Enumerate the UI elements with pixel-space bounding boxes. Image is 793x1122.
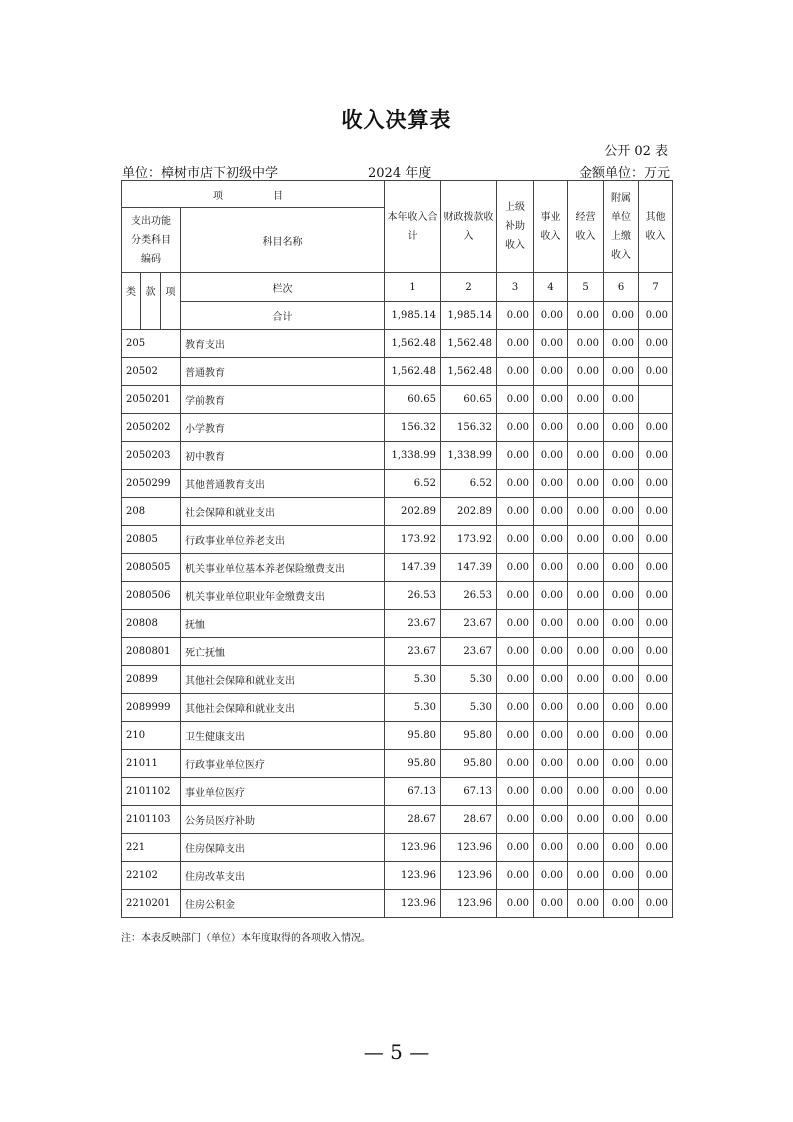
header-code-group: 支出功能分类科目编码 [122,208,181,273]
row-value: 0.00 [604,638,639,666]
row-value: 0.00 [639,722,673,750]
row-value: 0.00 [604,498,639,526]
row-code: 2101103 [122,806,181,834]
row-value: 0.00 [497,414,534,442]
row-code: 2050202 [122,414,181,442]
row-value: 173.92 [385,526,441,554]
row-value: 0.00 [639,610,673,638]
row-value: 0.00 [568,806,604,834]
col-header-7: 其他收入 [639,181,673,273]
row-value: 0.00 [534,862,568,890]
row-value: 95.80 [441,722,497,750]
row-value: 0.00 [604,750,639,778]
row-value: 0.00 [639,330,673,358]
row-value: 202.89 [385,498,441,526]
row-value: 6.52 [385,470,441,498]
row-subject-name: 教育支出 [181,330,385,358]
row-code: 2080505 [122,554,181,582]
total-value: 0.00 [568,302,604,330]
row-value: 0.00 [604,386,639,414]
row-value: 123.96 [441,862,497,890]
row-value: 123.96 [385,834,441,862]
row-value: 0.00 [568,358,604,386]
table-row [122,330,673,358]
row-value: 26.53 [441,582,497,610]
row-value: 0.00 [604,442,639,470]
row-value: 0.00 [568,638,604,666]
col-index-1: 1 [385,273,441,302]
row-subject-name: 行政事业单位医疗 [181,750,385,778]
total-value: 1,985.14 [385,302,441,330]
row-value: 23.67 [385,638,441,666]
row-code: 2050299 [122,470,181,498]
row-value [639,386,673,414]
row-value: 1,562.48 [385,330,441,358]
header-lanci: 栏次 [181,273,385,302]
total-value: 0.00 [639,302,673,330]
row-value: 95.80 [385,722,441,750]
row-value: 23.67 [385,610,441,638]
row-value: 0.00 [497,778,534,806]
row-value: 123.96 [441,890,497,918]
row-value: 0.00 [534,638,568,666]
col-index-5: 5 [568,273,604,302]
row-subject-name: 普通教育 [181,358,385,386]
row-value: 0.00 [497,610,534,638]
row-value: 0.00 [639,750,673,778]
row-value: 0.00 [639,358,673,386]
total-value: 0.00 [534,302,568,330]
row-value: 0.00 [497,442,534,470]
table-row [122,386,673,414]
row-value: 0.00 [568,386,604,414]
col-header-6: 附属单位上缴收入 [604,181,639,273]
col-index-3: 3 [497,273,534,302]
row-value: 202.89 [441,498,497,526]
row-value: 0.00 [534,358,568,386]
row-value: 0.00 [604,806,639,834]
row-value: 0.00 [604,526,639,554]
row-value: 0.00 [604,694,639,722]
row-code: 2050203 [122,442,181,470]
row-value: 0.00 [568,498,604,526]
row-value: 0.00 [534,330,568,358]
row-value: 123.96 [441,834,497,862]
table-row [122,554,673,582]
row-value: 0.00 [497,862,534,890]
row-code: 208 [122,498,181,526]
row-value: 0.00 [497,526,534,554]
col-header-2: 财政拨款收入 [441,181,497,273]
row-code: 210 [122,722,181,750]
table-row [122,834,673,862]
row-value: 0.00 [534,806,568,834]
row-value: 0.00 [568,470,604,498]
table-row [122,498,673,526]
row-value: 1,562.48 [441,330,497,358]
header-row-lanci [122,273,673,302]
row-value: 0.00 [497,722,534,750]
row-value: 95.80 [385,750,441,778]
row-value: 0.00 [639,638,673,666]
table-row [122,694,673,722]
table-row [122,778,673,806]
row-value: 0.00 [534,498,568,526]
col-index-2: 2 [441,273,497,302]
col-header-4: 事业收入 [534,181,568,273]
col-header-1: 本年收入合计 [385,181,441,273]
row-code: 2210201 [122,890,181,918]
row-value: 0.00 [568,554,604,582]
row-value: 0.00 [639,834,673,862]
row-value: 0.00 [534,750,568,778]
table-row [122,862,673,890]
row-value: 0.00 [639,526,673,554]
row-value: 0.00 [534,442,568,470]
row-value: 28.67 [385,806,441,834]
row-value: 0.00 [604,862,639,890]
row-value: 5.30 [385,694,441,722]
table-row [122,722,673,750]
row-value: 0.00 [604,778,639,806]
row-value: 0.00 [534,526,568,554]
row-value: 0.00 [497,358,534,386]
row-value: 0.00 [568,414,604,442]
row-value: 173.92 [441,526,497,554]
table-row [122,442,673,470]
year-label: 2024 年度 [368,166,432,181]
row-value: 0.00 [534,694,568,722]
row-code: 21011 [122,750,181,778]
row-value: 67.13 [441,778,497,806]
table-row [122,470,673,498]
row-value: 0.00 [534,778,568,806]
row-value: 0.00 [568,778,604,806]
row-subject-name: 住房改革支出 [181,862,385,890]
row-value: 1,338.99 [441,442,497,470]
col-header-5: 经营收入 [568,181,604,273]
row-subject-name: 事业单位医疗 [181,778,385,806]
total-label: 合计 [181,302,385,330]
row-value: 0.00 [497,498,534,526]
row-subject-name: 初中教育 [181,442,385,470]
header-item: 项 目 [122,181,385,208]
table-row [122,750,673,778]
row-code: 20899 [122,666,181,694]
row-value: 0.00 [639,498,673,526]
row-code: 2080801 [122,638,181,666]
table-row [122,806,673,834]
row-value: 0.00 [604,610,639,638]
row-value: 156.32 [441,414,497,442]
report-title: 收入决算表 [341,108,452,132]
row-value: 23.67 [441,638,497,666]
row-value: 0.00 [534,414,568,442]
row-value: 0.00 [534,470,568,498]
row-value: 0.00 [497,386,534,414]
row-value: 0.00 [568,330,604,358]
row-value: 0.00 [497,666,534,694]
table-note: 注：本表反映部门（单位）本年度取得的各项收入情况。 [121,933,371,944]
row-value: 0.00 [604,890,639,918]
row-value: 0.00 [639,442,673,470]
row-value: 0.00 [568,610,604,638]
income-table [121,180,673,918]
row-value: 0.00 [604,666,639,694]
row-value: 0.00 [639,694,673,722]
row-subject-name: 社会保障和就业支出 [181,498,385,526]
row-value: 0.00 [604,834,639,862]
header-lei: 类 [122,273,141,330]
row-value: 0.00 [568,890,604,918]
row-value: 0.00 [568,862,604,890]
total-row [122,302,673,330]
row-value: 0.00 [497,694,534,722]
row-value: 1,562.48 [441,358,497,386]
row-value: 0.00 [568,694,604,722]
row-value: 0.00 [497,750,534,778]
row-code: 20502 [122,358,181,386]
row-value: 0.00 [534,386,568,414]
header-subject-name: 科目名称 [181,208,385,273]
col-index-4: 4 [534,273,568,302]
row-value: 0.00 [604,470,639,498]
row-value: 26.53 [385,582,441,610]
row-code: 20805 [122,526,181,554]
row-value: 0.00 [497,890,534,918]
row-code: 221 [122,834,181,862]
row-value: 60.65 [441,386,497,414]
row-code: 2101102 [122,778,181,806]
row-value: 147.39 [385,554,441,582]
amount-unit: 金额单位：万元 [578,166,670,181]
row-value: 0.00 [639,414,673,442]
col-index-7: 7 [639,273,673,302]
row-value: 28.67 [441,806,497,834]
row-value: 60.65 [385,386,441,414]
row-value: 0.00 [639,666,673,694]
row-value: 123.96 [385,862,441,890]
header-kuan: 款 [141,273,161,330]
row-value: 0.00 [639,554,673,582]
row-value: 0.00 [604,358,639,386]
row-value: 0.00 [568,582,604,610]
table-row [122,358,673,386]
row-value: 0.00 [639,582,673,610]
row-value: 0.00 [534,554,568,582]
row-value: 0.00 [497,470,534,498]
row-subject-name: 其他普通教育支出 [181,470,385,498]
row-value: 0.00 [604,722,639,750]
row-subject-name: 住房保障支出 [181,834,385,862]
table-row [122,610,673,638]
row-subject-name: 卫生健康支出 [181,722,385,750]
row-subject-name: 学前教育 [181,386,385,414]
row-value: 5.30 [441,694,497,722]
row-value: 0.00 [534,666,568,694]
row-value: 156.32 [385,414,441,442]
row-value: 0.00 [604,582,639,610]
row-value: 0.00 [497,582,534,610]
row-value: 0.00 [639,890,673,918]
row-subject-name: 其他社会保障和就业支出 [181,666,385,694]
row-value: 0.00 [568,526,604,554]
row-value: 147.39 [441,554,497,582]
row-value: 0.00 [604,414,639,442]
row-value: 0.00 [534,722,568,750]
total-value: 0.00 [497,302,534,330]
row-subject-name: 公务员医疗补助 [181,806,385,834]
form-number: 公开 02 表 [604,144,668,159]
row-value: 0.00 [568,442,604,470]
row-value: 0.00 [568,834,604,862]
row-code: 2050201 [122,386,181,414]
row-value: 0.00 [568,666,604,694]
row-code: 2080506 [122,582,181,610]
row-code: 2089999 [122,694,181,722]
total-value: 1,985.14 [441,302,497,330]
col-header-3: 上级补助收入 [497,181,534,273]
row-value: 0.00 [534,582,568,610]
row-subject-name: 抚恤 [181,610,385,638]
row-subject-name: 机关事业单位基本养老保险缴费支出 [181,554,385,582]
row-value: 0.00 [639,806,673,834]
row-value: 0.00 [534,610,568,638]
row-subject-name: 住房公积金 [181,890,385,918]
row-value: 0.00 [497,554,534,582]
row-value: 0.00 [639,778,673,806]
row-value: 95.80 [441,750,497,778]
row-code: 205 [122,330,181,358]
header-xiang: 项 [161,273,181,330]
row-value: 0.00 [534,890,568,918]
row-value: 0.00 [639,470,673,498]
row-value: 1,338.99 [385,442,441,470]
table-row [122,890,673,918]
row-subject-name: 机关事业单位职业年金缴费支出 [181,582,385,610]
table-row [122,582,673,610]
unit-label: 单位：樟树市店下初级中学 [122,166,279,181]
row-value: 6.52 [441,470,497,498]
total-value: 0.00 [604,302,639,330]
row-value: 5.30 [385,666,441,694]
row-value: 0.00 [497,806,534,834]
row-subject-name: 死亡抚恤 [181,638,385,666]
row-value: 5.30 [441,666,497,694]
row-value: 0.00 [568,750,604,778]
table-row [122,526,673,554]
table-row [122,414,673,442]
page-number: — 5 — [363,1040,430,1064]
table-row [122,638,673,666]
row-value: 0.00 [497,834,534,862]
row-value: 0.00 [534,834,568,862]
row-subject-name: 小学教育 [181,414,385,442]
row-code: 22102 [122,862,181,890]
row-code: 20808 [122,610,181,638]
row-value: 0.00 [497,330,534,358]
row-value: 0.00 [604,330,639,358]
row-value: 23.67 [441,610,497,638]
row-value: 1,562.48 [385,358,441,386]
row-value: 0.00 [639,862,673,890]
row-value: 0.00 [568,722,604,750]
row-value: 0.00 [497,638,534,666]
table-row [122,666,673,694]
row-value: 67.13 [385,778,441,806]
row-value: 0.00 [604,554,639,582]
row-value: 123.96 [385,890,441,918]
row-subject-name: 其他社会保障和就业支出 [181,694,385,722]
row-subject-name: 行政事业单位养老支出 [181,526,385,554]
col-index-6: 6 [604,273,639,302]
header-row-item [122,181,673,208]
